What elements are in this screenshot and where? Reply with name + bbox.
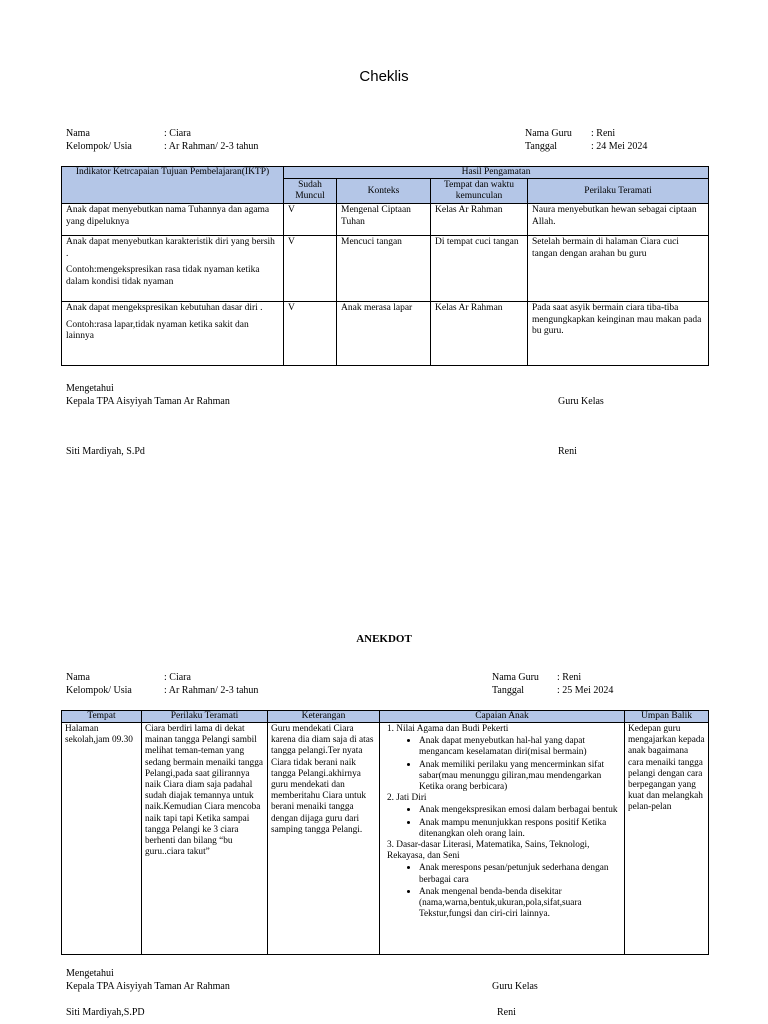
- anecdote-known-label: Mengetahui: [66, 968, 114, 979]
- anecdote-head-role: Kepala TPA Aisyiyah Taman Ar Rahman: [66, 981, 230, 992]
- checklist-group-value: : Ar Rahman/ 2-3 tahun: [164, 141, 259, 152]
- indicator-cell: [62, 204, 284, 236]
- done-cell: V: [284, 236, 337, 302]
- done-cell: V: [284, 204, 337, 236]
- anecdote-teacher-role: Guru Kelas: [492, 981, 538, 992]
- done-cell: V: [284, 302, 337, 366]
- anecdote-date-value: : 25 Mei 2024: [557, 685, 614, 696]
- behavior-cell: Naura menyebutkan hewan sebagai ciptaan Allah.: [528, 204, 709, 236]
- header-behavior: Perilaku Teramati: [142, 711, 268, 723]
- anecdote-group-label: Kelompok/ Usia: [66, 685, 132, 696]
- indicator-example: Contoh:mengekspresikan rasa tidak nyaman ketika dalam kondisi tidak nyaman: [66, 265, 260, 287]
- anecdote-name-label: Nama: [66, 672, 90, 683]
- checklist-table: [61, 166, 709, 366]
- header-feedback: Umpan Balik: [625, 711, 709, 723]
- list-item: • Anak mengekspresikan emosi dalam berbagai bentuk: [419, 804, 621, 816]
- checklist-teacher-role: Guru Kelas: [558, 396, 604, 407]
- achievement-list: [383, 862, 621, 920]
- checklist-teacher-label: Nama Guru: [525, 128, 572, 139]
- anecdote-title: ANEKDOT: [356, 633, 412, 645]
- behavior-cell: Setelah bermain di halaman Ciara cuci tangan dengan arahan bu guru: [528, 236, 709, 302]
- context-cell: Mencuci tangan: [337, 236, 431, 302]
- checklist-head-name: Siti Mardiyah, S.Pd: [66, 446, 145, 457]
- anecdote-name-value: : Ciara: [164, 672, 191, 683]
- indicator-text: Anak dapat menyebutkan nama Tuhannya dan agama yang dipeluknya: [66, 205, 270, 227]
- place-cell: Di tempat cuci tangan: [431, 236, 528, 302]
- anecdote-date-label: Tanggal: [492, 685, 525, 696]
- table-row: [62, 723, 709, 955]
- checklist-date-label: Tanggal: [525, 141, 558, 152]
- checklist-group-label: Kelompok/ Usia: [66, 141, 132, 152]
- header-done: Sudah Muncul: [284, 179, 337, 204]
- indicator-text: Anak dapat menyebutkan karakteristik diri yang bersih .: [66, 237, 275, 259]
- checklist-teacher-value: : Reni: [591, 128, 616, 139]
- table-row: [62, 204, 709, 236]
- context-cell: Anak merasa lapar: [337, 302, 431, 366]
- checklist-teacher-name: Reni: [558, 446, 577, 457]
- behavior-cell: Ciara berdiri lama di dekat mainan tangga Pelangi sambil melihat teman-teman yang sedang bermain menaiki tangga Pelangi,pada saat gilirannya naik Ciara diam saja padahal sudah diajak temannya untuk naik.Kemudian Ciara mencoba naik tapi tapi Ketika sampai tangga Pelangi ke 3 ciara berhenti dan bilang “bu guru..ciara takut”: [142, 723, 268, 955]
- list-item: • Anak mampu menunjukkan respons positif Ketika ditenangkan oleh orang lain.: [419, 817, 621, 840]
- checklist-title: Cheklis: [359, 68, 409, 85]
- table-row: [62, 302, 709, 366]
- note-cell: Guru mendekati Ciara karena dia diam saja di atas tangga pelangi.Ter nyata Ciara tidak berani naik tangga Pelangi.akhirnya guru mendekati dan memberitahu Ciara untuk berani menaiki tangga dengan dijaga guru dari samping tangga Pelangi.: [268, 723, 380, 955]
- header-achievement: Capaian Anak: [380, 711, 625, 723]
- header-place: Tempat dan waktu kemunculan: [431, 179, 528, 204]
- achievement-list: [383, 735, 621, 793]
- place-cell: Kelas Ar Rahman: [431, 302, 528, 366]
- indicator-cell: [62, 236, 284, 302]
- header-behavior: Perilaku Teramati: [528, 179, 709, 204]
- list-item: • Anak dapat menyebutkan hal-hal yang dapat mengancam keselamatan diri(misal bermain): [419, 735, 621, 758]
- checklist-name-label: Nama: [66, 128, 90, 139]
- achievement-list: [383, 804, 621, 840]
- anecdote-group-value: : Ar Rahman/ 2-3 tahun: [164, 685, 259, 696]
- header-indicator: Indikator Ketrcapaian Tujuan Pembelajaran(IKTP): [62, 167, 284, 204]
- anecdote-head-name: Siti Mardiyah,S.PD: [66, 1007, 145, 1018]
- table-row: [62, 236, 709, 302]
- checklist-date-value: : 24 Mei 2024: [591, 141, 648, 152]
- checklist-head-role: Kepala TPA Aisyiyah Taman Ar Rahman: [66, 396, 230, 407]
- list-item: • Anak merespons pesan/petunjuk sederhana dengan berbagai cara: [419, 862, 621, 885]
- anecdote-teacher-label: Nama Guru: [492, 672, 539, 683]
- checklist-name-value: : Ciara: [164, 128, 191, 139]
- achievement-heading: 3. Dasar-dasar Literasi, Matematika, Sains, Teknologi, Rekayasa, dan Seni: [387, 840, 590, 862]
- list-item: • Anak memiliki perilaku yang mencerminkan sifat sabar(mau menunggu giliran,mau mendengarkan Ketika orang berbicara): [419, 759, 621, 794]
- header-note: Keterangan: [268, 711, 380, 723]
- indicator-example: Contoh:rasa lapar,tidak nyaman ketika sakit dan lainnya: [66, 319, 249, 341]
- header-place: Tempat: [62, 711, 142, 723]
- header-context: Konteks: [337, 179, 431, 204]
- header-result: Hasil Pengamatan: [284, 167, 709, 179]
- checklist-known-label: Mengetahui: [66, 383, 114, 394]
- anecdote-table: [61, 710, 709, 955]
- indicator-cell: [62, 302, 284, 366]
- anecdote-teacher-value: : Reni: [557, 672, 582, 683]
- achievement-heading: 2. Jati Diri: [387, 793, 427, 804]
- achievement-heading: 1. Nilai Agama dan Budi Pekerti: [387, 724, 509, 734]
- indicator-text: Anak dapat mengekspresikan kebutuhan dasar diri .: [66, 303, 263, 313]
- context-cell: Mengenal Ciptaan Tuhan: [337, 204, 431, 236]
- behavior-cell: Pada saat asyik bermain ciara tiba-tiba mengungkapkan keinginan mau makan pada bu guru.: [528, 302, 709, 366]
- place-cell: Halaman sekolah,jam 09.30: [62, 723, 142, 955]
- list-item: • Anak mengenal benda-benda disekitar (nama,warna,bentuk,ukuran,pola,sifat,suara Tekstur,fungsi dan ciri-ciri lainnya.: [419, 886, 621, 921]
- place-cell: Kelas Ar Rahman: [431, 204, 528, 236]
- achievement-cell: [380, 723, 625, 955]
- anecdote-teacher-name: Reni: [497, 1007, 516, 1018]
- feedback-cell: Kedepan guru mengajarkan kepada anak bagaimana cara menaiki tangga pelangi dengan cara berpegangan yang kuat dan melangkah pelan-pelan: [625, 723, 709, 955]
